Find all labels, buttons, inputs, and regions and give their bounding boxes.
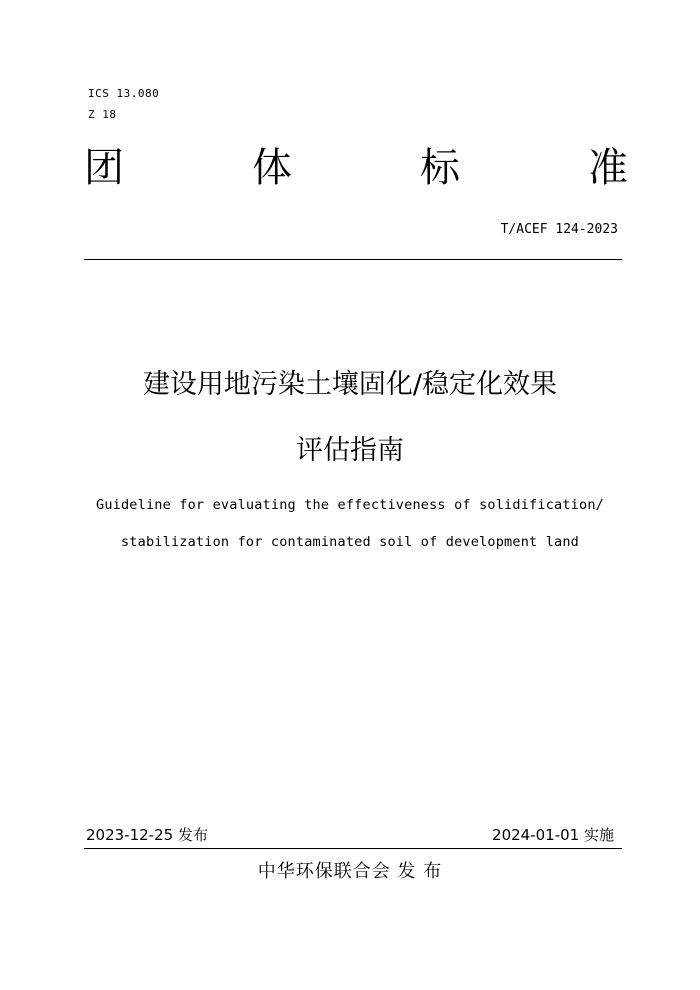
- publisher: 中华环保联合会 发 布: [257, 861, 443, 882]
- standard-number: T/ACEF 124-2023: [500, 222, 618, 237]
- english-title-line-1: Guideline for evaluating the effectiveness of solidification/: [96, 497, 604, 513]
- ics-code: ICS 13.080: [88, 87, 160, 100]
- document-category-title: [84, 142, 628, 194]
- bottom-divider: [84, 848, 622, 849]
- clc-code: Z 18: [88, 108, 117, 121]
- category-char-1: 团: [84, 145, 124, 191]
- chinese-title-line-2: 评估指南: [296, 435, 404, 466]
- category-char-3: 标: [420, 145, 460, 191]
- chinese-title-line-1: 建设用地污染土壤固化/稳定化效果: [142, 369, 558, 400]
- implementation-date: 2024-01-01 实施: [492, 826, 614, 844]
- top-divider: [84, 259, 622, 260]
- english-title-line-2: stabilization for contaminated soil of development land: [120, 534, 580, 550]
- category-char-2: 体: [252, 145, 292, 191]
- category-char-4: 准: [588, 145, 628, 191]
- issue-date: 2023-12-25 发布: [86, 826, 208, 844]
